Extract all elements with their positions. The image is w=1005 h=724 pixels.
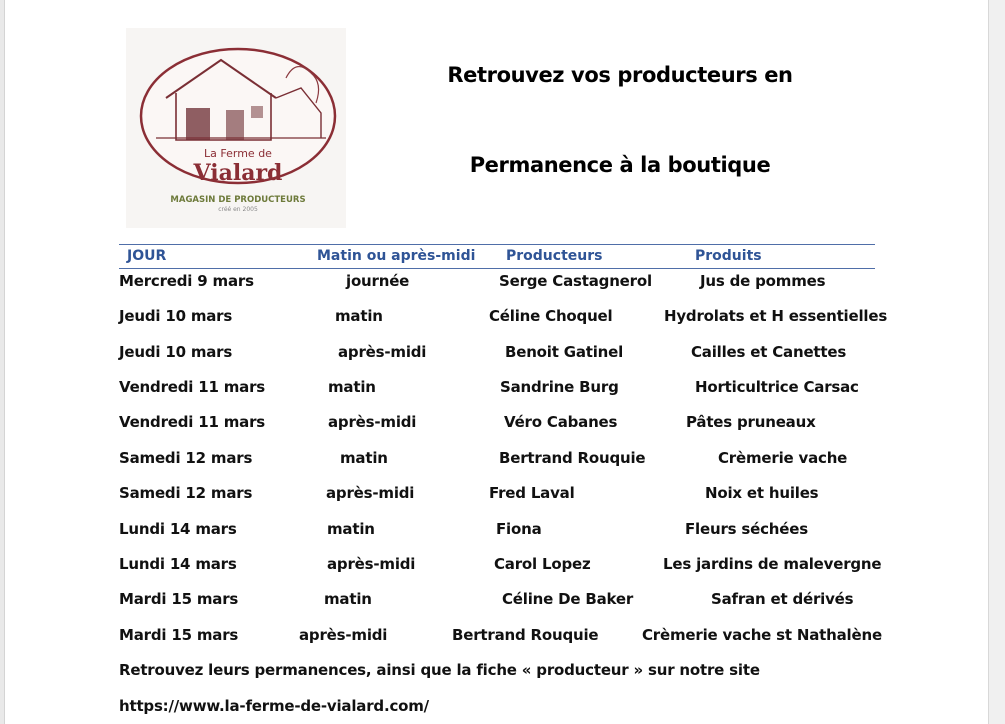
column-header-product: Produits <box>695 248 762 264</box>
cell-day: Vendredi 11 mars <box>119 413 266 431</box>
page-margin-left <box>0 0 5 724</box>
cell-day: Vendredi 11 mars <box>119 378 266 396</box>
logo-text-year: créé en 2005 <box>218 206 258 213</box>
website-link[interactable]: https://www.la-ferme-de-vialard.com/ <box>119 697 429 715</box>
cell-producer: Benoit Gatinel <box>505 343 624 361</box>
cell-producer: Carol Lopez <box>494 555 591 573</box>
cell-time: après-midi <box>326 484 415 502</box>
cell-product: Noix et huiles <box>705 484 819 502</box>
cell-product: Fleurs séchées <box>685 520 808 538</box>
cell-day: Mardi 15 mars <box>119 626 239 644</box>
cell-product: Crèmerie vache st Nathalène <box>642 626 882 644</box>
column-header-time: Matin ou après-midi <box>317 248 476 264</box>
table-header-bottom-rule <box>119 268 875 269</box>
cell-producer: Bertrand Rouquie <box>499 449 646 467</box>
cell-day: Samedi 12 mars <box>119 484 253 502</box>
page-title-line2: Permanence à la boutique <box>469 153 771 177</box>
cell-time: après-midi <box>327 555 416 573</box>
cell-day: Mardi 15 mars <box>119 590 239 608</box>
cell-producer: Fred Laval <box>489 484 575 502</box>
cell-product: Safran et dérivés <box>711 590 854 608</box>
cell-time: matin <box>340 449 388 467</box>
cell-producer: Céline De Baker <box>502 590 634 608</box>
cell-time: journée <box>346 272 410 290</box>
cell-time: après-midi <box>338 343 427 361</box>
cell-product: Horticultrice Carsac <box>695 378 859 396</box>
footer-note: Retrouvez leurs permanences, ainsi que la fiche « producteur » sur notre site <box>119 661 760 679</box>
cell-time: après-midi <box>328 413 417 431</box>
cell-producer: Véro Cabanes <box>504 413 618 431</box>
cell-time: matin <box>327 520 375 538</box>
cell-product: Les jardins de malevergne <box>663 555 882 573</box>
logo-text-tagline: MAGASIN DE PRODUCTEURS <box>170 195 306 205</box>
cell-time: matin <box>335 307 383 325</box>
logo-text-name: Vialard <box>193 160 283 186</box>
cell-product: Jus de pommes <box>700 272 826 290</box>
column-header-producer: Producteurs <box>506 248 603 264</box>
table-header-top-rule <box>119 244 875 245</box>
cell-time: matin <box>328 378 376 396</box>
farm-logo-image <box>126 28 346 228</box>
cell-day: Lundi 14 mars <box>119 555 237 573</box>
cell-day: Mercredi 9 mars <box>119 272 254 290</box>
cell-producer: Bertrand Rouquie <box>452 626 599 644</box>
cell-time: matin <box>324 590 372 608</box>
cell-product: Cailles et Canettes <box>691 343 847 361</box>
cell-producer: Sandrine Burg <box>500 378 619 396</box>
logo-text-top: La Ferme de <box>204 147 272 160</box>
cell-producer: Fiona <box>496 520 542 538</box>
cell-day: Jeudi 10 mars <box>119 343 233 361</box>
cell-product: Pâtes pruneaux <box>686 413 816 431</box>
cell-producer: Céline Choquel <box>489 307 613 325</box>
farm-logo <box>126 28 346 228</box>
column-header-day: JOUR <box>127 248 167 264</box>
cell-product: Hydrolats et H essentielles <box>664 307 888 325</box>
cell-producer: Serge Castagnerol <box>499 272 652 290</box>
cell-day: Lundi 14 mars <box>119 520 237 538</box>
cell-day: Samedi 12 mars <box>119 449 253 467</box>
vertical-scrollbar[interactable] <box>988 0 1005 724</box>
cell-product: Crèmerie vache <box>718 449 848 467</box>
page-title-line1: Retrouvez vos producteurs en <box>447 63 793 87</box>
cell-time: après-midi <box>299 626 388 644</box>
cell-day: Jeudi 10 mars <box>119 307 233 325</box>
